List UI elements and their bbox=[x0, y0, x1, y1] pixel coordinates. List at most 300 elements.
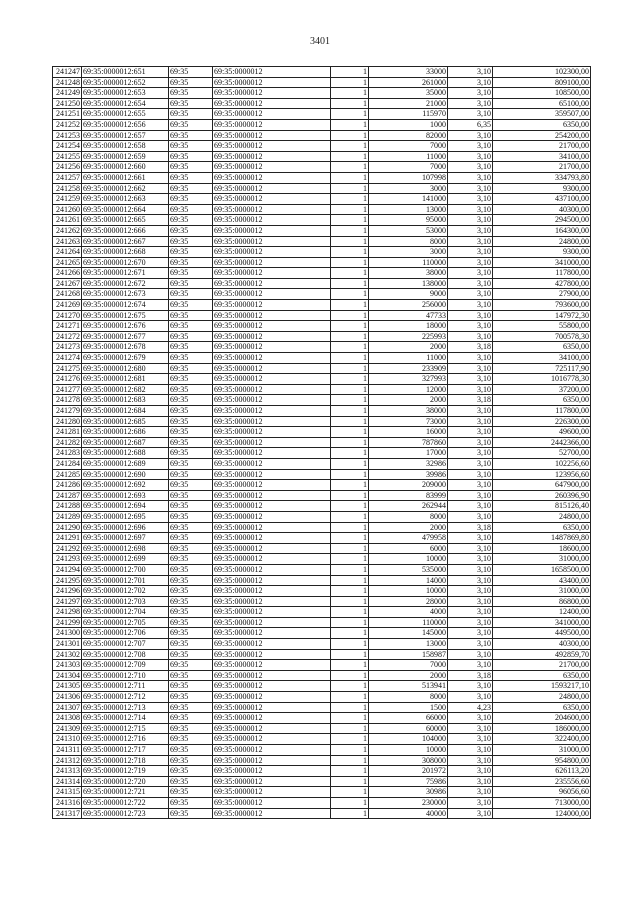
cadastral-block-cell: 69:35:0000012 bbox=[213, 734, 331, 745]
price-cell: 3,10 bbox=[448, 490, 493, 501]
count-cell: 1 bbox=[331, 543, 369, 554]
area-cell: 308000 bbox=[369, 755, 448, 766]
record-number-cell: 241289 bbox=[53, 511, 82, 522]
count-cell: 1 bbox=[331, 660, 369, 671]
cadastral-block-cell: 69:35:0000012 bbox=[213, 77, 331, 88]
record-number-cell: 241312 bbox=[53, 755, 82, 766]
table-row bbox=[53, 395, 591, 406]
quarter-cell: 69:35 bbox=[169, 586, 213, 597]
price-cell: 3,10 bbox=[448, 353, 493, 364]
record-number-cell: 241294 bbox=[53, 564, 82, 575]
record-number-cell: 241317 bbox=[53, 808, 82, 819]
total-cell: 700578,30 bbox=[493, 331, 591, 342]
record-number-cell: 241247 bbox=[53, 67, 82, 78]
price-cell: 3,18 bbox=[448, 522, 493, 533]
total-cell: 725117,90 bbox=[493, 363, 591, 374]
table-row bbox=[53, 649, 591, 660]
total-cell: 647900,00 bbox=[493, 480, 591, 491]
quarter-cell: 69:35 bbox=[169, 607, 213, 618]
total-cell: 40300,00 bbox=[493, 639, 591, 650]
area-cell: 327993 bbox=[369, 374, 448, 385]
price-cell: 3,10 bbox=[448, 374, 493, 385]
table-row bbox=[53, 586, 591, 597]
cadastral-number-cell: 69:35:0000012:671 bbox=[82, 268, 169, 279]
area-cell: 28000 bbox=[369, 596, 448, 607]
table-row bbox=[53, 607, 591, 618]
quarter-cell: 69:35 bbox=[169, 88, 213, 99]
record-number-cell: 241299 bbox=[53, 617, 82, 628]
count-cell: 1 bbox=[331, 151, 369, 162]
total-cell: 24800,00 bbox=[493, 511, 591, 522]
quarter-cell: 69:35 bbox=[169, 702, 213, 713]
quarter-cell: 69:35 bbox=[169, 374, 213, 385]
cadastral-block-cell: 69:35:0000012 bbox=[213, 586, 331, 597]
quarter-cell: 69:35 bbox=[169, 215, 213, 226]
total-cell: 6350,00 bbox=[493, 342, 591, 353]
quarter-cell: 69:35 bbox=[169, 766, 213, 777]
cadastral-number-cell: 69:35:0000012:662 bbox=[82, 183, 169, 194]
cadastral-number-cell: 69:35:0000012:711 bbox=[82, 681, 169, 692]
price-cell: 3,10 bbox=[448, 808, 493, 819]
cadastral-block-cell: 69:35:0000012 bbox=[213, 511, 331, 522]
table-row bbox=[53, 300, 591, 311]
cadastral-number-cell: 69:35:0000012:658 bbox=[82, 141, 169, 152]
total-cell: 9300,00 bbox=[493, 183, 591, 194]
record-number-cell: 241305 bbox=[53, 681, 82, 692]
quarter-cell: 69:35 bbox=[169, 469, 213, 480]
table-row bbox=[53, 554, 591, 565]
cadastral-block-cell: 69:35:0000012 bbox=[213, 109, 331, 120]
price-cell: 3,10 bbox=[448, 172, 493, 183]
cadastral-block-cell: 69:35:0000012 bbox=[213, 162, 331, 173]
record-number-cell: 241284 bbox=[53, 458, 82, 469]
cadastral-number-cell: 69:35:0000012:656 bbox=[82, 119, 169, 130]
cadastral-block-cell: 69:35:0000012 bbox=[213, 692, 331, 703]
total-cell: 24800,00 bbox=[493, 236, 591, 247]
table-row bbox=[53, 194, 591, 205]
area-cell: 1500 bbox=[369, 702, 448, 713]
record-number-cell: 241307 bbox=[53, 702, 82, 713]
cadastral-block-cell: 69:35:0000012 bbox=[213, 172, 331, 183]
table-row bbox=[53, 278, 591, 289]
total-cell: 102256,60 bbox=[493, 458, 591, 469]
table-row bbox=[53, 776, 591, 787]
price-cell: 3,10 bbox=[448, 247, 493, 258]
price-cell: 3,10 bbox=[448, 88, 493, 99]
record-number-cell: 241264 bbox=[53, 247, 82, 258]
quarter-cell: 69:35 bbox=[169, 448, 213, 459]
cadastral-number-cell: 69:35:0000012:682 bbox=[82, 384, 169, 395]
record-number-cell: 241290 bbox=[53, 522, 82, 533]
quarter-cell: 69:35 bbox=[169, 490, 213, 501]
total-cell: 31000,00 bbox=[493, 554, 591, 565]
record-number-cell: 241254 bbox=[53, 141, 82, 152]
quarter-cell: 69:35 bbox=[169, 745, 213, 756]
cadastral-number-cell: 69:35:0000012:654 bbox=[82, 98, 169, 109]
cadastral-block-cell: 69:35:0000012 bbox=[213, 564, 331, 575]
table-row bbox=[53, 310, 591, 321]
count-cell: 1 bbox=[331, 247, 369, 258]
area-cell: 73000 bbox=[369, 416, 448, 427]
total-cell: 294500,00 bbox=[493, 215, 591, 226]
record-number-cell: 241313 bbox=[53, 766, 82, 777]
quarter-cell: 69:35 bbox=[169, 480, 213, 491]
record-number-cell: 241259 bbox=[53, 194, 82, 205]
cadastral-block-cell: 69:35:0000012 bbox=[213, 660, 331, 671]
area-cell: 225993 bbox=[369, 331, 448, 342]
quarter-cell: 69:35 bbox=[169, 628, 213, 639]
area-cell: 14000 bbox=[369, 575, 448, 586]
table-row bbox=[53, 543, 591, 554]
area-cell: 9000 bbox=[369, 289, 448, 300]
record-number-cell: 241311 bbox=[53, 745, 82, 756]
table-row bbox=[53, 289, 591, 300]
record-number-cell: 241304 bbox=[53, 670, 82, 681]
area-cell: 53000 bbox=[369, 225, 448, 236]
price-cell: 3,18 bbox=[448, 395, 493, 406]
price-cell: 3,10 bbox=[448, 363, 493, 374]
cadastral-number-cell: 69:35:0000012:686 bbox=[82, 427, 169, 438]
record-number-cell: 241306 bbox=[53, 692, 82, 703]
record-number-cell: 241283 bbox=[53, 448, 82, 459]
total-cell: 793600,00 bbox=[493, 300, 591, 311]
total-cell: 40300,00 bbox=[493, 204, 591, 215]
cadastral-number-cell: 69:35:0000012:670 bbox=[82, 257, 169, 268]
quarter-cell: 69:35 bbox=[169, 427, 213, 438]
total-cell: 55800,00 bbox=[493, 321, 591, 332]
area-cell: 11000 bbox=[369, 353, 448, 364]
cadastral-number-cell: 69:35:0000012:684 bbox=[82, 406, 169, 417]
count-cell: 1 bbox=[331, 808, 369, 819]
cadastral-block-cell: 69:35:0000012 bbox=[213, 448, 331, 459]
area-cell: 18000 bbox=[369, 321, 448, 332]
price-cell: 3,10 bbox=[448, 554, 493, 565]
price-cell: 3,10 bbox=[448, 257, 493, 268]
area-cell: 787860 bbox=[369, 437, 448, 448]
table-row bbox=[53, 628, 591, 639]
cadastral-number-cell: 69:35:0000012:681 bbox=[82, 374, 169, 385]
table-row bbox=[53, 501, 591, 512]
area-cell: 141000 bbox=[369, 194, 448, 205]
cadastral-number-cell: 69:35:0000012:683 bbox=[82, 395, 169, 406]
area-cell: 17000 bbox=[369, 448, 448, 459]
record-number-cell: 241281 bbox=[53, 427, 82, 438]
cadastral-number-cell: 69:35:0000012:712 bbox=[82, 692, 169, 703]
area-cell: 115970 bbox=[369, 109, 448, 120]
quarter-cell: 69:35 bbox=[169, 776, 213, 787]
record-number-cell: 241270 bbox=[53, 310, 82, 321]
price-cell: 3,10 bbox=[448, 458, 493, 469]
record-number-cell: 241260 bbox=[53, 204, 82, 215]
count-cell: 1 bbox=[331, 416, 369, 427]
table-row bbox=[53, 681, 591, 692]
record-number-cell: 241308 bbox=[53, 713, 82, 724]
total-cell: 713000,00 bbox=[493, 797, 591, 808]
cadastral-number-cell: 69:35:0000012:652 bbox=[82, 77, 169, 88]
cadastral-block-cell: 69:35:0000012 bbox=[213, 649, 331, 660]
cadastral-number-cell: 69:35:0000012:709 bbox=[82, 660, 169, 671]
cadastral-block-cell: 69:35:0000012 bbox=[213, 300, 331, 311]
count-cell: 1 bbox=[331, 649, 369, 660]
cadastral-number-cell: 69:35:0000012:679 bbox=[82, 353, 169, 364]
quarter-cell: 69:35 bbox=[169, 342, 213, 353]
price-cell: 3,10 bbox=[448, 480, 493, 491]
total-cell: 52700,00 bbox=[493, 448, 591, 459]
price-cell: 3,10 bbox=[448, 427, 493, 438]
count-cell: 1 bbox=[331, 162, 369, 173]
total-cell: 34100,00 bbox=[493, 353, 591, 364]
price-cell: 3,10 bbox=[448, 384, 493, 395]
quarter-cell: 69:35 bbox=[169, 596, 213, 607]
area-cell: 7000 bbox=[369, 141, 448, 152]
cadastral-number-cell: 69:35:0000012:713 bbox=[82, 702, 169, 713]
table-row bbox=[53, 236, 591, 247]
table-row bbox=[53, 808, 591, 819]
cadastral-number-cell: 69:35:0000012:677 bbox=[82, 331, 169, 342]
cadastral-number-cell: 69:35:0000012:659 bbox=[82, 151, 169, 162]
count-cell: 1 bbox=[331, 723, 369, 734]
total-cell: 37200,00 bbox=[493, 384, 591, 395]
area-cell: 66000 bbox=[369, 713, 448, 724]
cadastral-block-cell: 69:35:0000012 bbox=[213, 183, 331, 194]
quarter-cell: 69:35 bbox=[169, 130, 213, 141]
total-cell: 147972,30 bbox=[493, 310, 591, 321]
record-number-cell: 241251 bbox=[53, 109, 82, 120]
quarter-cell: 69:35 bbox=[169, 649, 213, 660]
cadastral-block-cell: 69:35:0000012 bbox=[213, 554, 331, 565]
table-row bbox=[53, 141, 591, 152]
price-cell: 3,10 bbox=[448, 607, 493, 618]
count-cell: 1 bbox=[331, 554, 369, 565]
area-cell: 6000 bbox=[369, 543, 448, 554]
price-cell: 3,10 bbox=[448, 204, 493, 215]
area-cell: 138000 bbox=[369, 278, 448, 289]
total-cell: 427800,00 bbox=[493, 278, 591, 289]
record-number-cell: 241273 bbox=[53, 342, 82, 353]
record-number-cell: 241258 bbox=[53, 183, 82, 194]
total-cell: 2442366,00 bbox=[493, 437, 591, 448]
price-cell: 3,10 bbox=[448, 660, 493, 671]
area-cell: 40000 bbox=[369, 808, 448, 819]
cadastral-number-cell: 69:35:0000012:717 bbox=[82, 745, 169, 756]
price-cell: 3,10 bbox=[448, 723, 493, 734]
total-cell: 65100,00 bbox=[493, 98, 591, 109]
count-cell: 1 bbox=[331, 289, 369, 300]
price-cell: 3,10 bbox=[448, 151, 493, 162]
price-cell: 3,10 bbox=[448, 586, 493, 597]
cadastral-number-cell: 69:35:0000012:651 bbox=[82, 67, 169, 78]
area-cell: 145000 bbox=[369, 628, 448, 639]
record-number-cell: 241314 bbox=[53, 776, 82, 787]
price-cell: 3,10 bbox=[448, 77, 493, 88]
quarter-cell: 69:35 bbox=[169, 395, 213, 406]
count-cell: 1 bbox=[331, 448, 369, 459]
table-row bbox=[53, 575, 591, 586]
cadastral-number-cell: 69:35:0000012:685 bbox=[82, 416, 169, 427]
cadastral-number-cell: 69:35:0000012:678 bbox=[82, 342, 169, 353]
cadastral-block-cell: 69:35:0000012 bbox=[213, 215, 331, 226]
quarter-cell: 69:35 bbox=[169, 511, 213, 522]
cadastral-block-cell: 69:35:0000012 bbox=[213, 119, 331, 130]
quarter-cell: 69:35 bbox=[169, 692, 213, 703]
cadastral-number-cell: 69:35:0000012:702 bbox=[82, 586, 169, 597]
total-cell: 117800,00 bbox=[493, 406, 591, 417]
table-row bbox=[53, 353, 591, 364]
table-row bbox=[53, 342, 591, 353]
cadastral-number-cell: 69:35:0000012:664 bbox=[82, 204, 169, 215]
cadastral-number-cell: 69:35:0000012:705 bbox=[82, 617, 169, 628]
count-cell: 1 bbox=[331, 225, 369, 236]
table-row bbox=[53, 713, 591, 724]
price-cell: 3,10 bbox=[448, 564, 493, 575]
total-cell: 1016778,30 bbox=[493, 374, 591, 385]
price-cell: 3,10 bbox=[448, 755, 493, 766]
record-number-cell: 241278 bbox=[53, 395, 82, 406]
cadastral-ledger-table bbox=[52, 66, 591, 819]
count-cell: 1 bbox=[331, 797, 369, 808]
price-cell: 3,10 bbox=[448, 448, 493, 459]
cadastral-number-cell: 69:35:0000012:676 bbox=[82, 321, 169, 332]
table-row bbox=[53, 321, 591, 332]
table-row bbox=[53, 204, 591, 215]
quarter-cell: 69:35 bbox=[169, 236, 213, 247]
count-cell: 1 bbox=[331, 776, 369, 787]
quarter-cell: 69:35 bbox=[169, 257, 213, 268]
quarter-cell: 69:35 bbox=[169, 310, 213, 321]
count-cell: 1 bbox=[331, 501, 369, 512]
table-row bbox=[53, 723, 591, 734]
count-cell: 1 bbox=[331, 141, 369, 152]
total-cell: 24800,00 bbox=[493, 692, 591, 703]
count-cell: 1 bbox=[331, 268, 369, 279]
record-number-cell: 241269 bbox=[53, 300, 82, 311]
total-cell: 359507,00 bbox=[493, 109, 591, 120]
cadastral-number-cell: 69:35:0000012:701 bbox=[82, 575, 169, 586]
price-cell: 3,10 bbox=[448, 787, 493, 798]
quarter-cell: 69:35 bbox=[169, 225, 213, 236]
count-cell: 1 bbox=[331, 596, 369, 607]
count-cell: 1 bbox=[331, 480, 369, 491]
area-cell: 2000 bbox=[369, 670, 448, 681]
price-cell: 3,18 bbox=[448, 342, 493, 353]
cadastral-number-cell: 69:35:0000012:694 bbox=[82, 501, 169, 512]
price-cell: 3,10 bbox=[448, 130, 493, 141]
cadastral-block-cell: 69:35:0000012 bbox=[213, 787, 331, 798]
price-cell: 3,10 bbox=[448, 575, 493, 586]
table-row bbox=[53, 247, 591, 258]
table-row bbox=[53, 215, 591, 226]
area-cell: 13000 bbox=[369, 639, 448, 650]
area-cell: 30986 bbox=[369, 787, 448, 798]
total-cell: 341000,00 bbox=[493, 617, 591, 628]
table-row bbox=[53, 406, 591, 417]
table-row bbox=[53, 67, 591, 78]
count-cell: 1 bbox=[331, 490, 369, 501]
total-cell: 626113,20 bbox=[493, 766, 591, 777]
price-cell: 3,10 bbox=[448, 596, 493, 607]
area-cell: 32986 bbox=[369, 458, 448, 469]
quarter-cell: 69:35 bbox=[169, 808, 213, 819]
quarter-cell: 69:35 bbox=[169, 353, 213, 364]
area-cell: 16000 bbox=[369, 427, 448, 438]
table-row bbox=[53, 702, 591, 713]
table-row bbox=[53, 109, 591, 120]
table-row bbox=[53, 670, 591, 681]
total-cell: 449500,00 bbox=[493, 628, 591, 639]
table-row bbox=[53, 564, 591, 575]
count-cell: 1 bbox=[331, 564, 369, 575]
cadastral-block-cell: 69:35:0000012 bbox=[213, 67, 331, 78]
table-row bbox=[53, 660, 591, 671]
total-cell: 341000,00 bbox=[493, 257, 591, 268]
price-cell: 3,10 bbox=[448, 776, 493, 787]
cadastral-block-cell: 69:35:0000012 bbox=[213, 628, 331, 639]
table-row bbox=[53, 787, 591, 798]
count-cell: 1 bbox=[331, 215, 369, 226]
count-cell: 1 bbox=[331, 533, 369, 544]
record-number-cell: 241316 bbox=[53, 797, 82, 808]
cadastral-block-cell: 69:35:0000012 bbox=[213, 247, 331, 258]
price-cell: 3,10 bbox=[448, 797, 493, 808]
count-cell: 1 bbox=[331, 130, 369, 141]
cadastral-block-cell: 69:35:0000012 bbox=[213, 384, 331, 395]
count-cell: 1 bbox=[331, 236, 369, 247]
ledger-body bbox=[53, 67, 591, 819]
cadastral-block-cell: 69:35:0000012 bbox=[213, 522, 331, 533]
record-number-cell: 241266 bbox=[53, 268, 82, 279]
area-cell: 230000 bbox=[369, 797, 448, 808]
cadastral-number-cell: 69:35:0000012:719 bbox=[82, 766, 169, 777]
total-cell: 117800,00 bbox=[493, 268, 591, 279]
area-cell: 4000 bbox=[369, 607, 448, 618]
cadastral-block-cell: 69:35:0000012 bbox=[213, 596, 331, 607]
cadastral-number-cell: 69:35:0000012:703 bbox=[82, 596, 169, 607]
price-cell: 3,10 bbox=[448, 734, 493, 745]
count-cell: 1 bbox=[331, 204, 369, 215]
cadastral-number-cell: 69:35:0000012:661 bbox=[82, 172, 169, 183]
total-cell: 49600,00 bbox=[493, 427, 591, 438]
quarter-cell: 69:35 bbox=[169, 331, 213, 342]
table-row bbox=[53, 692, 591, 703]
total-cell: 6350,00 bbox=[493, 670, 591, 681]
cadastral-number-cell: 69:35:0000012:707 bbox=[82, 639, 169, 650]
price-cell: 3,10 bbox=[448, 617, 493, 628]
record-number-cell: 241261 bbox=[53, 215, 82, 226]
area-cell: 2000 bbox=[369, 395, 448, 406]
area-cell: 1000 bbox=[369, 119, 448, 130]
quarter-cell: 69:35 bbox=[169, 734, 213, 745]
cadastral-block-cell: 69:35:0000012 bbox=[213, 130, 331, 141]
quarter-cell: 69:35 bbox=[169, 660, 213, 671]
cadastral-number-cell: 69:35:0000012:655 bbox=[82, 109, 169, 120]
count-cell: 1 bbox=[331, 342, 369, 353]
cadastral-block-cell: 69:35:0000012 bbox=[213, 427, 331, 438]
quarter-cell: 69:35 bbox=[169, 533, 213, 544]
price-cell: 3,10 bbox=[448, 511, 493, 522]
record-number-cell: 241280 bbox=[53, 416, 82, 427]
cadastral-block-cell: 69:35:0000012 bbox=[213, 310, 331, 321]
cadastral-block-cell: 69:35:0000012 bbox=[213, 480, 331, 491]
cadastral-block-cell: 69:35:0000012 bbox=[213, 225, 331, 236]
quarter-cell: 69:35 bbox=[169, 204, 213, 215]
table-row bbox=[53, 384, 591, 395]
cadastral-number-cell: 69:35:0000012:695 bbox=[82, 511, 169, 522]
count-cell: 1 bbox=[331, 607, 369, 618]
cadastral-block-cell: 69:35:0000012 bbox=[213, 702, 331, 713]
count-cell: 1 bbox=[331, 639, 369, 650]
cadastral-block-cell: 69:35:0000012 bbox=[213, 342, 331, 353]
area-cell: 21000 bbox=[369, 98, 448, 109]
